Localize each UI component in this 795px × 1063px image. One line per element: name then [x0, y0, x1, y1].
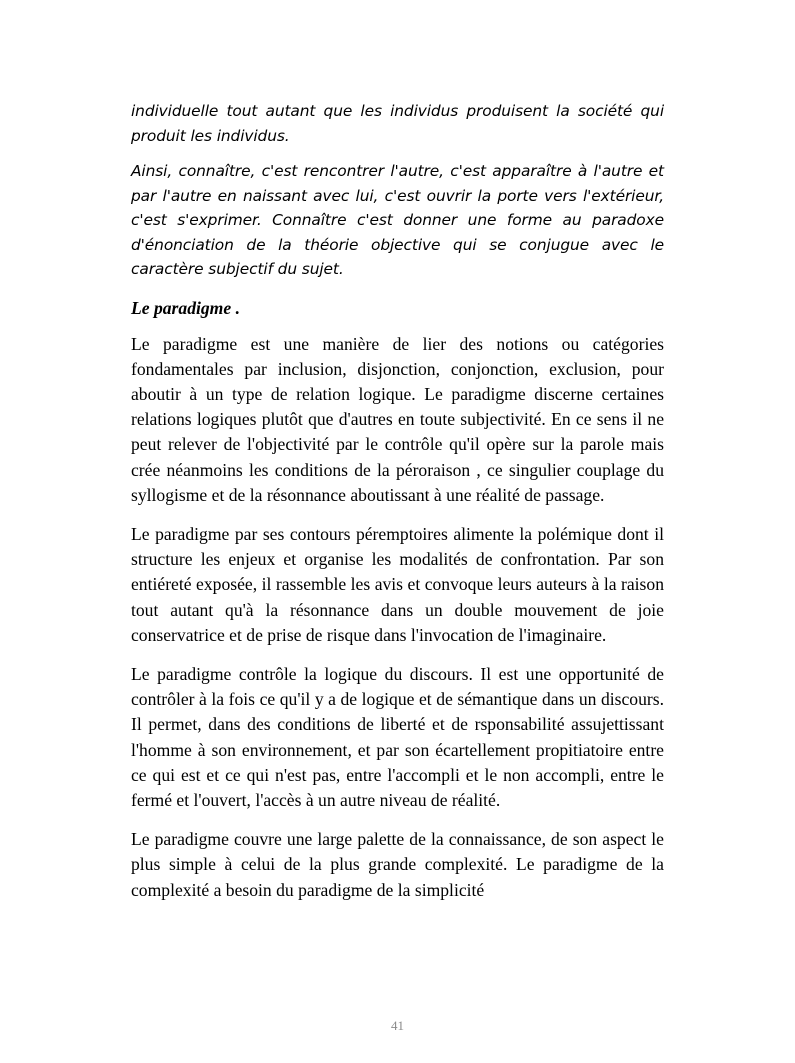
body-paragraph-2: Le paradigme par ses contours péremptoires alimente la polémique dont il structure les enjeux et organise les modalités de confrontation. Par son entiéreté exposée, il rassemble les avis et convoque leurs auteurs à la raison tout autant qu'à la résonnance dans un double mouvement de joie conservatrice et de prise de risque dans l'invocation de l'imaginaire.: [131, 523, 664, 645]
page-number: 41: [391, 1018, 404, 1033]
body-paragraph-4: Le paradigme couvre une large palette de la connaissance, de son aspect le plus simple à celui de la plus grande complexité. Le paradigme de la complexité a besoin du paradigme de la simplicité: [131, 829, 664, 900]
body-paragraph-1: Le paradigme est une manière de lier des notions ou catégories fondamentales par inclusion, disjonction, conjonction, exclusion, pour aboutir à un type de relation logique. Le paradigme discerne certaines relations logiques plutôt que d'autres en toute subjectivité. En ce sens il ne peut relever de l'objectivité par le contrôle qu'il opère sur la parole mais crée néanmoins les conditions de la péroraison , ce singulier couplage du syllogisme et de la résonnance aboutissant à une réalité de passage.: [131, 333, 664, 505]
body-paragraph-3: Le paradigme contrôle la logique du discours. Il est une opportunité de contrôler à la fois ce qu'il y a de logique et de sémantique dans un discours. Il permet, dans des conditions de liberté et de rsponsabilité assujettissant l'homme à son environnement, et par son écartellement propitiatoire entre ce qui est et ce qui n'est pas, entre l'accompli et le non accompli, entre le fermé et l'ouvert, l'accès à un autre niveau de réalité.: [131, 663, 664, 810]
italic-paragraph-2: Ainsi, connaître, c'est rencontrer l'autre, c'est apparaître à l'autre et par l'autre en naissant avec lui, c'est ouvrir la porte vers l'extérieur, c'est s'exprimer. Connaître c'est donner une forme au paradoxe d'énonciation de la théorie objective qui se conjugue avec le caractère subjectif du sujet.: [131, 162, 664, 278]
page-body: [131, 99, 664, 903]
section-heading: Le paradigme .: [131, 297, 240, 318]
italic-paragraph-1: individuelle tout autant que les individus produisent la société qui produit les individus.: [131, 102, 664, 145]
